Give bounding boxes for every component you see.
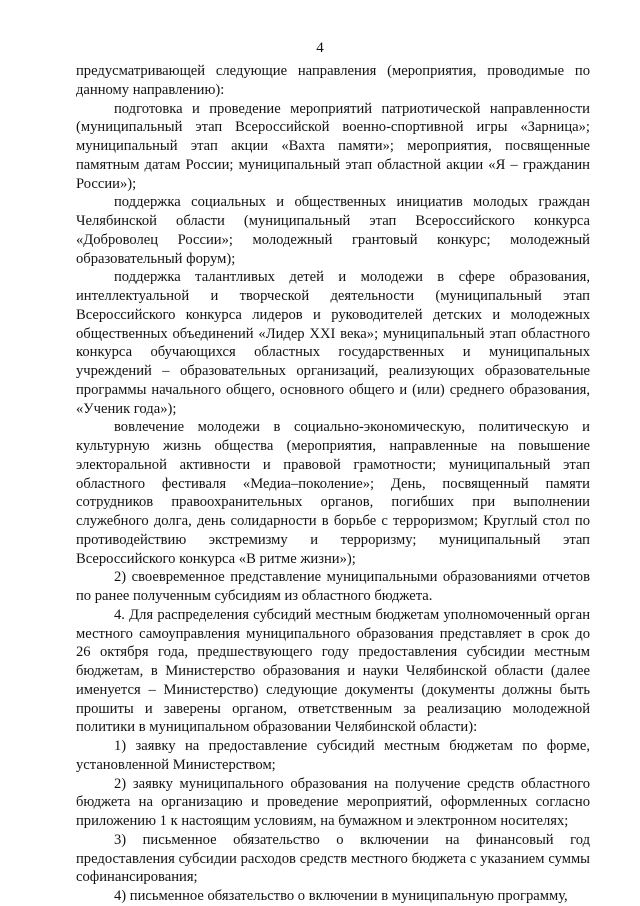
paragraph-item-4-obligation: 4) письменное обязательство о включении в муниципальную программу, <box>114 888 568 904</box>
document-body <box>76 62 590 906</box>
paragraph-continuation: предусматривающей следующие направления (мероприятия, проводимые по данному направлению): <box>76 63 590 98</box>
page-number: 4 <box>316 40 324 56</box>
paragraph-patriotic: подготовка и проведение мероприятий патриотической направленности (муниципальный этап Всероссийской военно-спортивной игры «Зарница»; муниципальный этап акции «Вахта памяти»; мероприятия, посвященные памятным датам России; муниципальный этап областной акции «Я – гражданин России»); <box>76 100 590 192</box>
paragraph-item-1-application: 1) заявку на предоставление субсидий местным бюджетам по форме, установленной Министерством; <box>76 738 590 773</box>
paragraph-item-2-reports: 2) своевременное представление муниципальными образованиями отчетов по ранее полученным субсидиям из областного бюджета. <box>76 569 590 604</box>
paragraph-item-3-obligation: 3) письменное обязательство о включении на финансовый год предоставления субсидии расходов средств местного бюджета с указанием суммы софинансирования; <box>76 831 590 886</box>
paragraph-social-initiatives: поддержка социальных и общественных инициатив молодых граждан Челябинской области (муниципальный этап Всероссийского конкурса «Доброволец России»; молодежный грантовый конкурс; молодежный образовательный форум); <box>76 194 590 267</box>
paragraph-item-2-application: 2) заявку муниципального образования на получение средств областного бюджета на организацию и проведение мероприятий, оформленных согласно приложению 1 к настоящим условиям, на бумажном и электронном носителях; <box>76 775 590 829</box>
paragraph-youth-involvement: вовлечение молодежи в социально-экономическую, политическую и культурную жизнь общества (мероприятия, направленные на повышение электоральной активности и правовой грамотности; муниципальный этап областного фестиваля «Медиа–поколение»; День, посвященный памяти сотрудников правоохранительных органов, погибших при выполнении служебного долга, день солидарности в борьбе с терроризмом; Круглый стол по противодействию экстремизму и терроризму; муниципальный этап Всероссийского конкурса «В ритме жизни»); <box>76 419 590 567</box>
paragraph-section-4: 4. Для распределения субсидий местным бюджетам уполномоченный орган местного самоуправления муниципального образования представляет в срок до 26 октября года, предшествующего году предоставления субсидии местным бюджетам, в Министерство образования и науки Челябинской области (далее именуется – Министерство) следующие документы (документы должны быть прошиты и заверены органом, ответственным за реализацию молодежной политики в муниципальном образовании Челябинской области): <box>76 606 590 736</box>
paragraph-talented-youth: поддержка талантливых детей и молодежи в сфере образования, интеллектуальной и творческой деятельности (муниципальный этап Всероссийского конкурса лидеров и руководителей детских и молодежных общественных объединений «Лидер XXI века»; муниципальный этап областного конкурса обучающихся областных государственных и муниципальных учреждений – образовательных организаций, реализующих образовательные программы начального общего, основного общего и (или) среднего образования, «Ученик года»); <box>76 269 590 417</box>
